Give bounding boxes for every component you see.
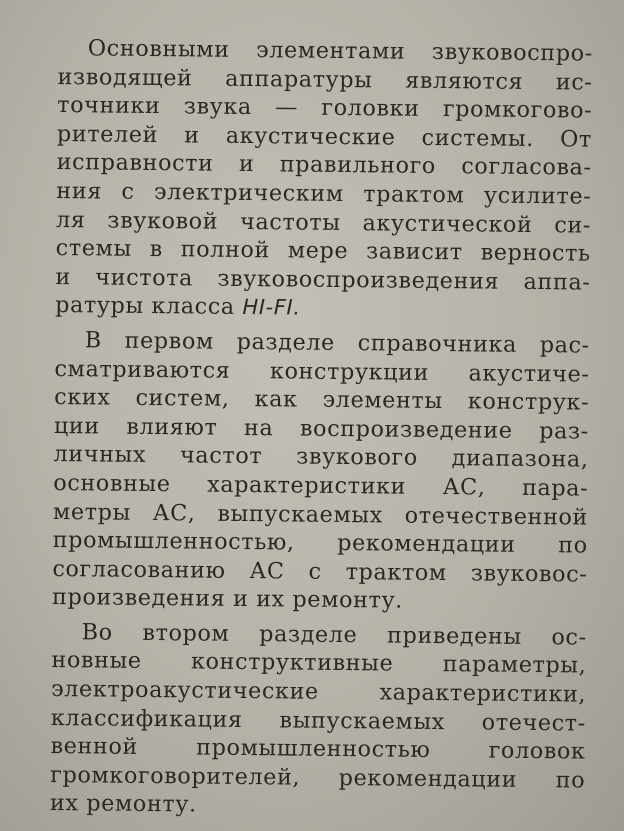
text-line: ля звуковой частоты акустической си- [55,206,592,239]
text-line: громкоговорителей, рекомендации по [50,761,586,794]
text-line-part: ратуры класса [55,292,235,321]
text-line: электроакустические характеристики, [51,676,587,708]
text-line: венной промышленностью головок [50,733,586,765]
text-line: метры АС, выпускаемых отечественной [52,498,589,531]
text-line: Во втором разделе приведены ос- [81,619,587,651]
paragraph-2 [52,326,590,618]
text-line [55,291,590,325]
text-line: согласованию АС с трактом звуковос- [52,555,588,588]
text-line: точники звука — головки громкогово- [57,92,593,124]
hifi-term: HI-FI. [242,295,301,320]
text-line: их ремонту. [49,790,197,818]
text-line: В первом разделе справочника рас- [84,327,590,359]
text-line: произведения и их ремонту. [51,584,404,614]
text-line: сматриваются конструкции акустиче- [54,355,590,388]
text-line: исправности и правильного согласова- [56,149,592,181]
text-line: рителей и акустические системы. От [56,120,593,153]
text-line: Основными элементами звуковоспро- [87,35,593,67]
text-line: ских систем, как элементы конструк- [54,384,590,416]
text-line: новные конструктивные параметры, [51,647,587,680]
text-line: ции влияют на воспроизведение раз- [53,412,590,445]
text-line: изводящей аппаратуры являются ис- [57,63,593,96]
page-text [50,34,593,830]
text-line: основные характеристики АС, пара- [53,469,589,502]
text-line: промышленностью, рекомендации по [52,527,588,559]
text-line: стемы в полной мере зависит верность [55,235,591,267]
text-line: личных частот звукового диапазона, [53,441,589,473]
text-line: ния с электрическим трактом усилите- [56,177,592,210]
paragraph-3 [50,618,587,824]
paragraph-1 [55,34,593,326]
text-line: классификация выпускаемых отечест- [50,704,586,737]
text-line: и чистота звуковоспроизведения аппа- [55,263,591,296]
